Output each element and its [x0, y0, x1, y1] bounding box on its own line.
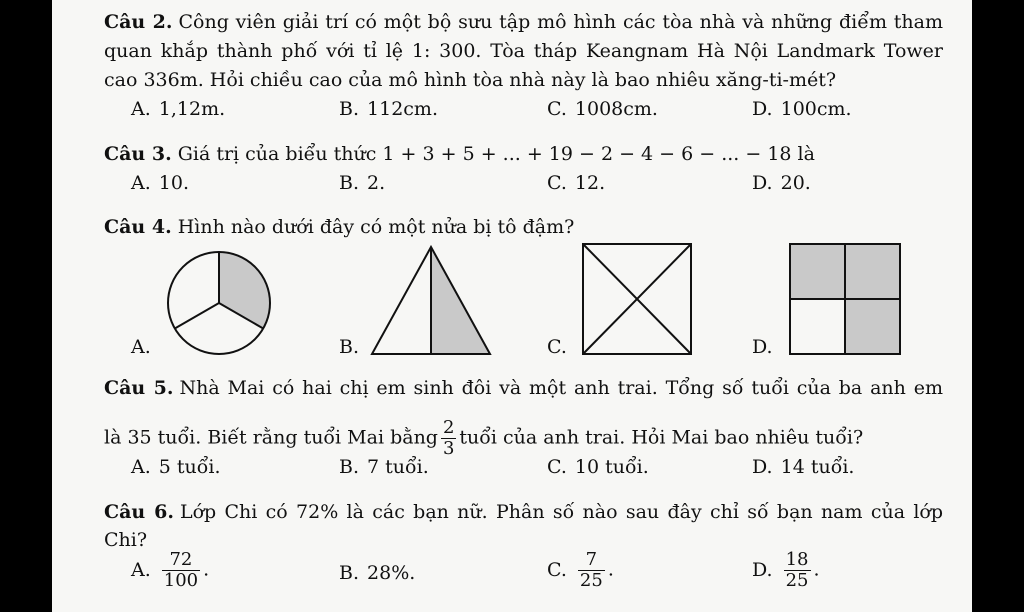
q4-figure-c-square[interactable] — [580, 241, 695, 358]
q2-line-3: cao 336m. Hỏi chiều cao của mô hình tòa nhà này là bao nhiêu xăng-ti-mét? — [104, 69, 837, 91]
q2-option-b[interactable]: B. 112cm. — [339, 98, 438, 120]
q2-option-c[interactable]: C. 1008cm. — [547, 98, 658, 120]
q6-line-1: Câu 6. Lớp Chi có 72% là các bạn nữ. Phân số nào sau đây chỉ số bạn nam của lớp — [104, 501, 944, 523]
q6-option-d[interactable]: D. $\frac{18}{25}$ . — [752, 549, 820, 591]
q2-option-d[interactable]: D. 100cm. — [752, 98, 852, 120]
q6-option-b[interactable]: B. 28%. — [339, 562, 416, 584]
q2-line-2: quan khắp thành phố với tỉ lệ 1: 300. Tòa tháp Keangnam Hà Nội Landmark Tower — [104, 40, 943, 62]
q4-figure-d-grid[interactable] — [787, 241, 903, 358]
q5-line-1: Câu 5. Nhà Mai có hai chị em sinh đôi và một anh trai. Tổng số tuổi của ba anh em — [104, 377, 943, 399]
q4-option-c-label[interactable]: C. — [547, 336, 567, 358]
q5-option-b[interactable]: B. 7 tuổi. — [339, 456, 429, 478]
q5-line-2: là 35 tuổi. Biết rằng tuổi Mai bằng $\frac{2}{3}$ tuổi của anh trai. Hỏi Mai bao nhiêu tuổi? — [104, 417, 864, 459]
q3-option-c[interactable]: C. 12. — [547, 172, 606, 194]
q4-line-1: Câu 4. Hình nào dưới đây có một nửa bị tô đậm? — [104, 216, 575, 238]
q2-line-1: Câu 2. Công viên giải trí có một bộ sưu tập mô hình các tòa nhà và những điểm tham — [104, 11, 943, 33]
worksheet-page — [52, 0, 972, 612]
q3-line-1: Câu 3. Giá trị của biểu thức 1 + 3 + 5 + ... + 19 − 2 − 4 − 6 − ... − 18 là — [104, 143, 815, 165]
q5-option-a[interactable]: A. 5 tuổi. — [131, 456, 221, 478]
q4-option-d-label[interactable]: D. — [752, 336, 773, 358]
q3-option-a[interactable]: A. 10. — [131, 172, 189, 194]
q4-figure-b-triangle[interactable] — [370, 243, 495, 358]
q5-fraction: $\frac{2}{3}$ — [442, 417, 455, 459]
q2-option-a[interactable]: A. 1,12m. — [131, 98, 226, 120]
q6-option-a[interactable]: A. $\frac{72}{100}$ . — [131, 549, 210, 591]
q3-option-d[interactable]: D. 20. — [752, 172, 811, 194]
q5-option-d[interactable]: D. 14 tuổi. — [752, 456, 855, 478]
q4-option-b-label[interactable]: B. — [339, 336, 360, 358]
q4-option-a-label[interactable]: A. — [131, 336, 151, 358]
q5-option-c[interactable]: C. 10 tuổi. — [547, 456, 649, 478]
q4-figure-a-circle[interactable] — [164, 248, 274, 358]
q3-option-b[interactable]: B. 2. — [339, 172, 386, 194]
q6-line-2: Chi? — [104, 529, 148, 551]
q6-option-c[interactable]: C. $\frac{7}{25}$ . — [547, 549, 614, 591]
